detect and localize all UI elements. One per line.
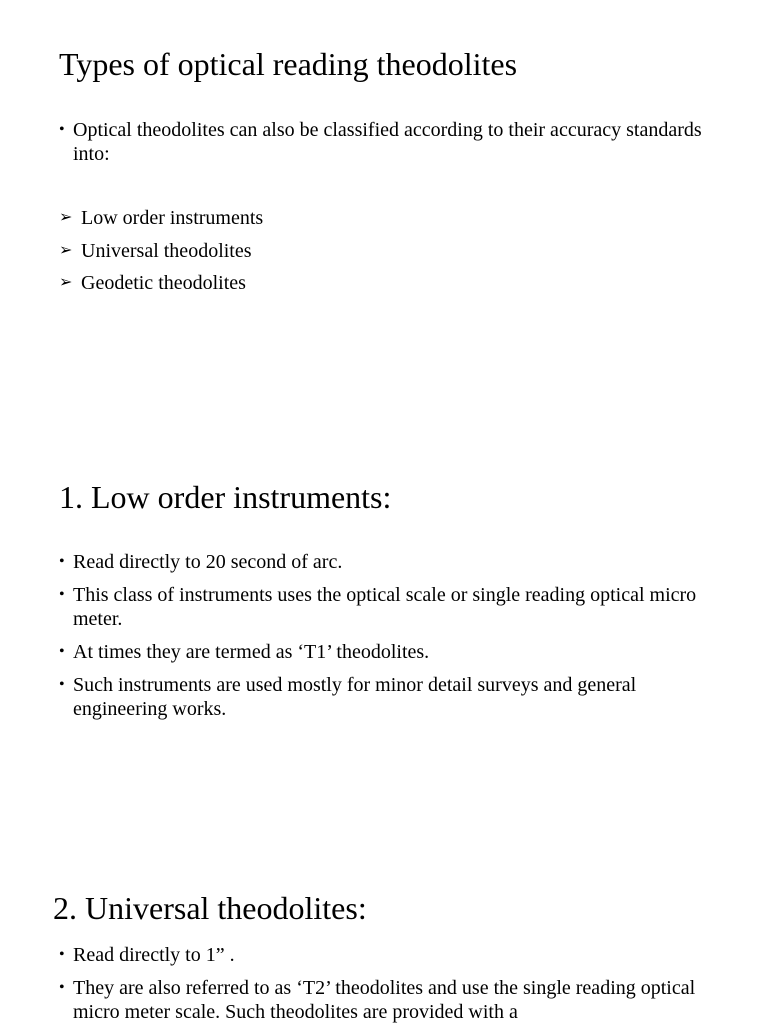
list-item [59,583,709,631]
list-item-text: This class of instruments uses the optical scale or single reading optical micro meter. [73,584,697,630]
list-item [59,118,709,166]
bullet-icon: • [59,676,65,693]
bullet-icon: • [59,946,65,963]
list-item [59,206,709,230]
list-item-text: Universal theodolites [81,239,252,262]
list-item-text: Read directly to 1” . [73,944,235,966]
arrow-bullet-icon: ➢ [59,209,73,226]
bullet-icon: • [59,121,65,138]
list-item-text: Optical theodolites can also be classified according to their accuracy standards into: [73,119,702,165]
arrow-bullet-icon: ➢ [59,241,73,259]
arrow-bullet-icon: ➢ [59,274,73,291]
slide-title: Types of optical reading theodolites [59,46,518,82]
bullet-icon: • [59,643,65,660]
list-item-text: Geodetic theodolites [81,272,246,294]
list-item-text: Read directly to 20 second of arc. [73,551,343,573]
list-item-text: At times they are termed as ‘T1’ theodolites. [73,641,430,663]
theodolite-types-list [59,206,709,304]
low-order-bullet-list [59,550,709,730]
list-item [59,550,709,574]
list-item [59,239,709,263]
bullet-icon: • [59,553,65,570]
slide-title: 2. Universal theodolites: [53,890,367,926]
slide-title: 1. Low order instruments: [59,479,392,515]
list-item-text: They are also referred to as ‘T2’ theodolites and use the single reading optical micro meter scale. Such theodolites are provided with a [73,977,696,1023]
list-item [59,673,709,721]
list-item-text: Low order instruments [81,207,264,229]
list-item [59,943,709,967]
intro-bullet-list [59,118,709,175]
list-item [59,976,709,1024]
bullet-icon: • [59,586,65,603]
bullet-icon: • [59,979,65,996]
list-item [59,271,709,295]
universal-bullet-list [59,943,709,1033]
list-item-text: Such instruments are used mostly for minor detail surveys and general engineering works. [73,674,637,720]
list-item [59,640,709,664]
